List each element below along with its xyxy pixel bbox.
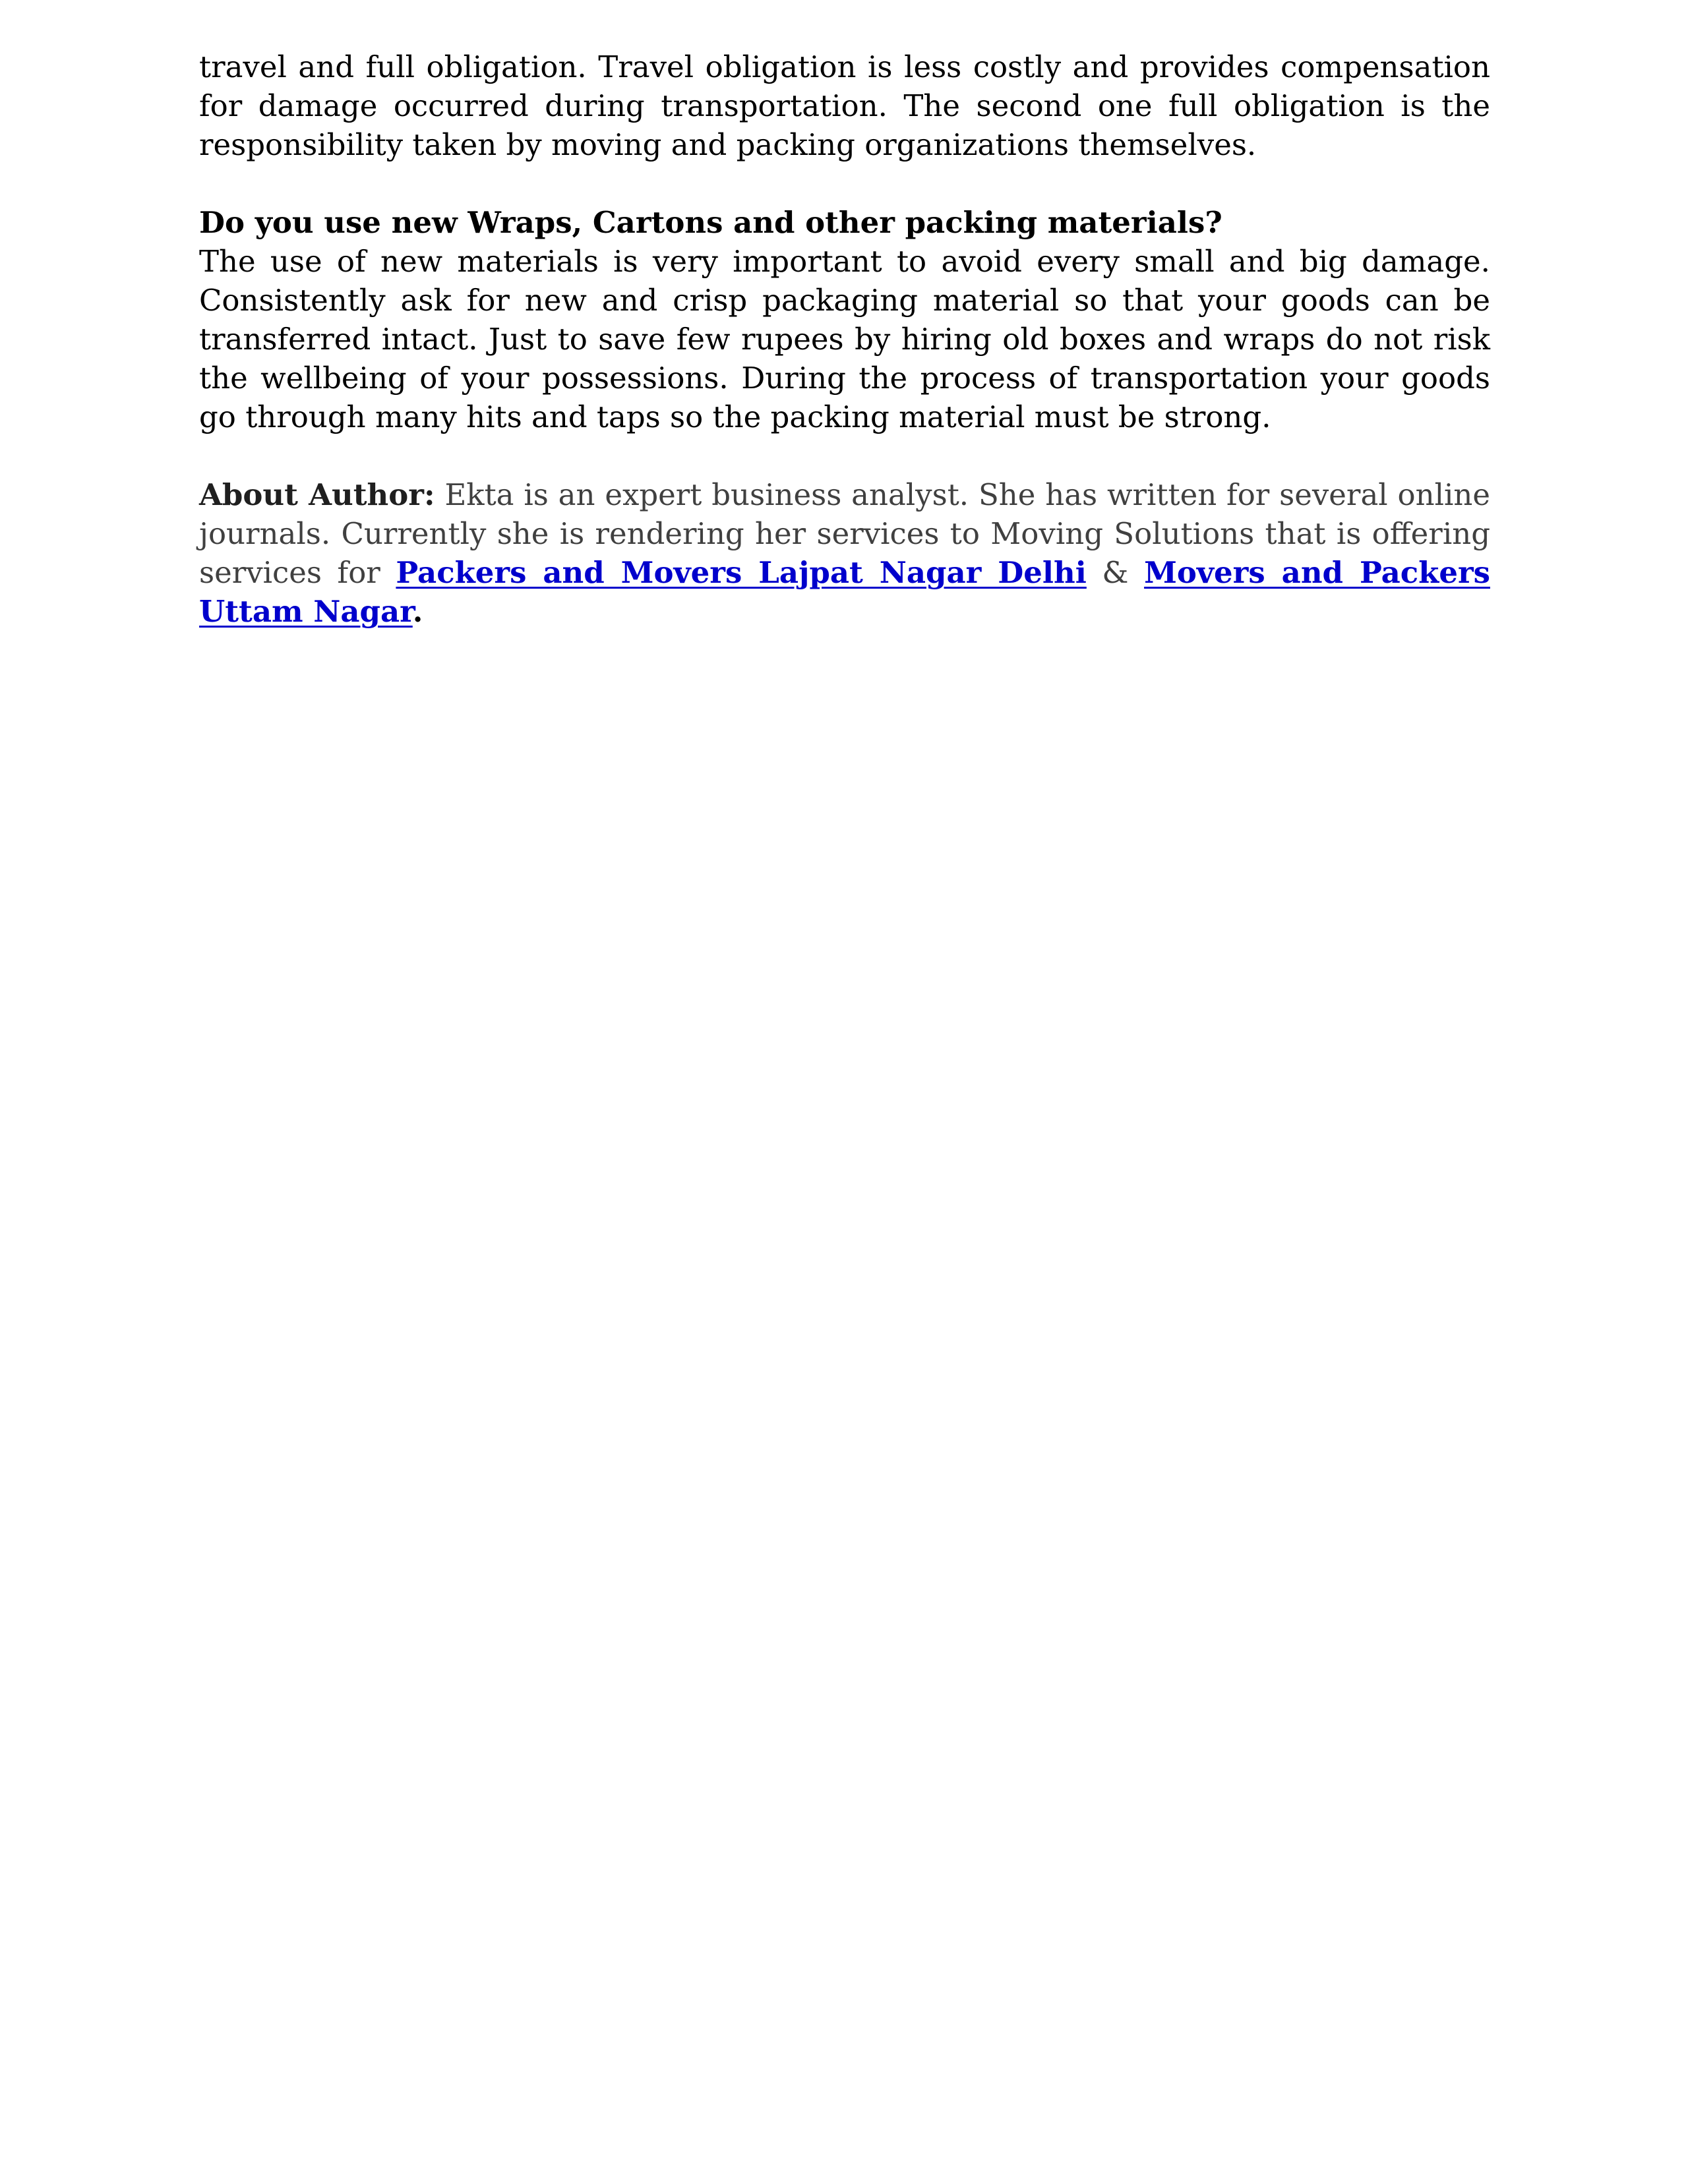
about-author xyxy=(199,475,1490,631)
about-author-text: Ekta is an expert business analyst. She has written for several online journals. Currently she is rendering her services to Moving Solutions that is offering services for xyxy=(199,477,1490,590)
document-page xyxy=(199,47,1490,631)
link-separator: & xyxy=(1086,555,1145,590)
about-end-punctuation: . xyxy=(412,594,423,629)
about-author-label: About Author: xyxy=(199,477,435,512)
paragraph-obligation: travel and full obligation. Travel obligation is less costly and provides compensation for damage occurred during transportation. The second one full obligation is the responsibility taken by moving and packing organizations themselves. xyxy=(199,49,1490,162)
section-heading: Do you use new Wraps, Cartons and other packing materials? xyxy=(199,205,1222,240)
link-packers-movers-lajpat-nagar[interactable]: Packers and Movers Lajpat Nagar Delhi xyxy=(396,555,1087,590)
paragraph-packing-materials: The use of new materials is very important to avoid every small and big damage. Consistently ask for new and crisp packaging material so that your goods can be transferred intact. Just to save few rupees by hiring old boxes and wraps do not risk the wellbeing of your possessions. During the process of transportation your goods go through many hits and taps so the packing material must be strong. xyxy=(199,244,1490,434)
link-movers-packers-uttam-nagar[interactable]: Movers and Packers Uttam Nagar xyxy=(199,555,1490,629)
